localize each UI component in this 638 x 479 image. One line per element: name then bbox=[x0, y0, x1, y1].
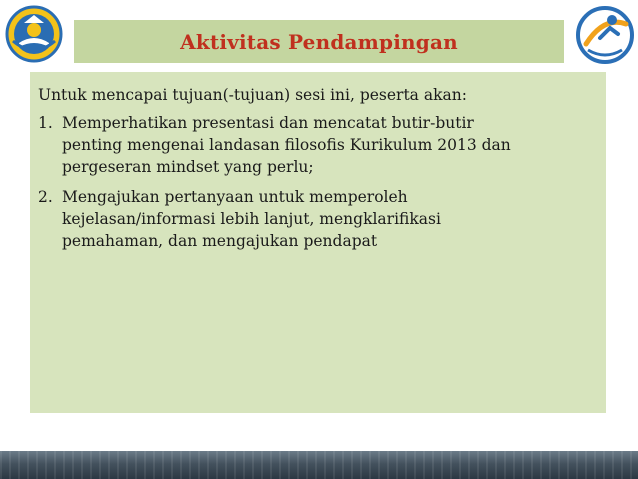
list-item-number: 2. bbox=[38, 188, 53, 206]
list-item-text bbox=[62, 186, 596, 252]
list-item-line: kejelasan/informasi lebih lanjut, mengklarifikasi bbox=[62, 210, 441, 228]
list-item-number: 1. bbox=[38, 114, 53, 132]
list-item bbox=[38, 112, 596, 178]
footer-pattern bbox=[0, 451, 638, 479]
list-item-text bbox=[62, 112, 596, 178]
objective-list bbox=[38, 112, 596, 252]
list-item-line: pergeseran mindset yang perlu; bbox=[62, 158, 314, 176]
list-item bbox=[38, 186, 596, 252]
footer-bar bbox=[0, 451, 638, 479]
list-item-line: penting mengenai landasan filosofis Kurikulum 2013 dan bbox=[62, 136, 511, 154]
list-item-line: Memperhatikan presentasi dan mencatat butir-butir bbox=[62, 114, 474, 132]
ministry-emblem-icon bbox=[5, 5, 63, 63]
intro-text: Untuk mencapai tujuan(-tujuan) sesi ini, peserta akan: bbox=[38, 86, 467, 104]
content-panel bbox=[30, 72, 606, 413]
list-item-line: pemahaman, dan mengajukan pendapat bbox=[62, 232, 378, 250]
list-item-line: Mengajukan pertanyaan untuk memperoleh bbox=[62, 188, 408, 206]
title-banner bbox=[74, 20, 564, 63]
kurikulum-2013-logo-icon bbox=[574, 4, 636, 66]
page-title: Aktivitas Pendampingan bbox=[180, 29, 458, 54]
